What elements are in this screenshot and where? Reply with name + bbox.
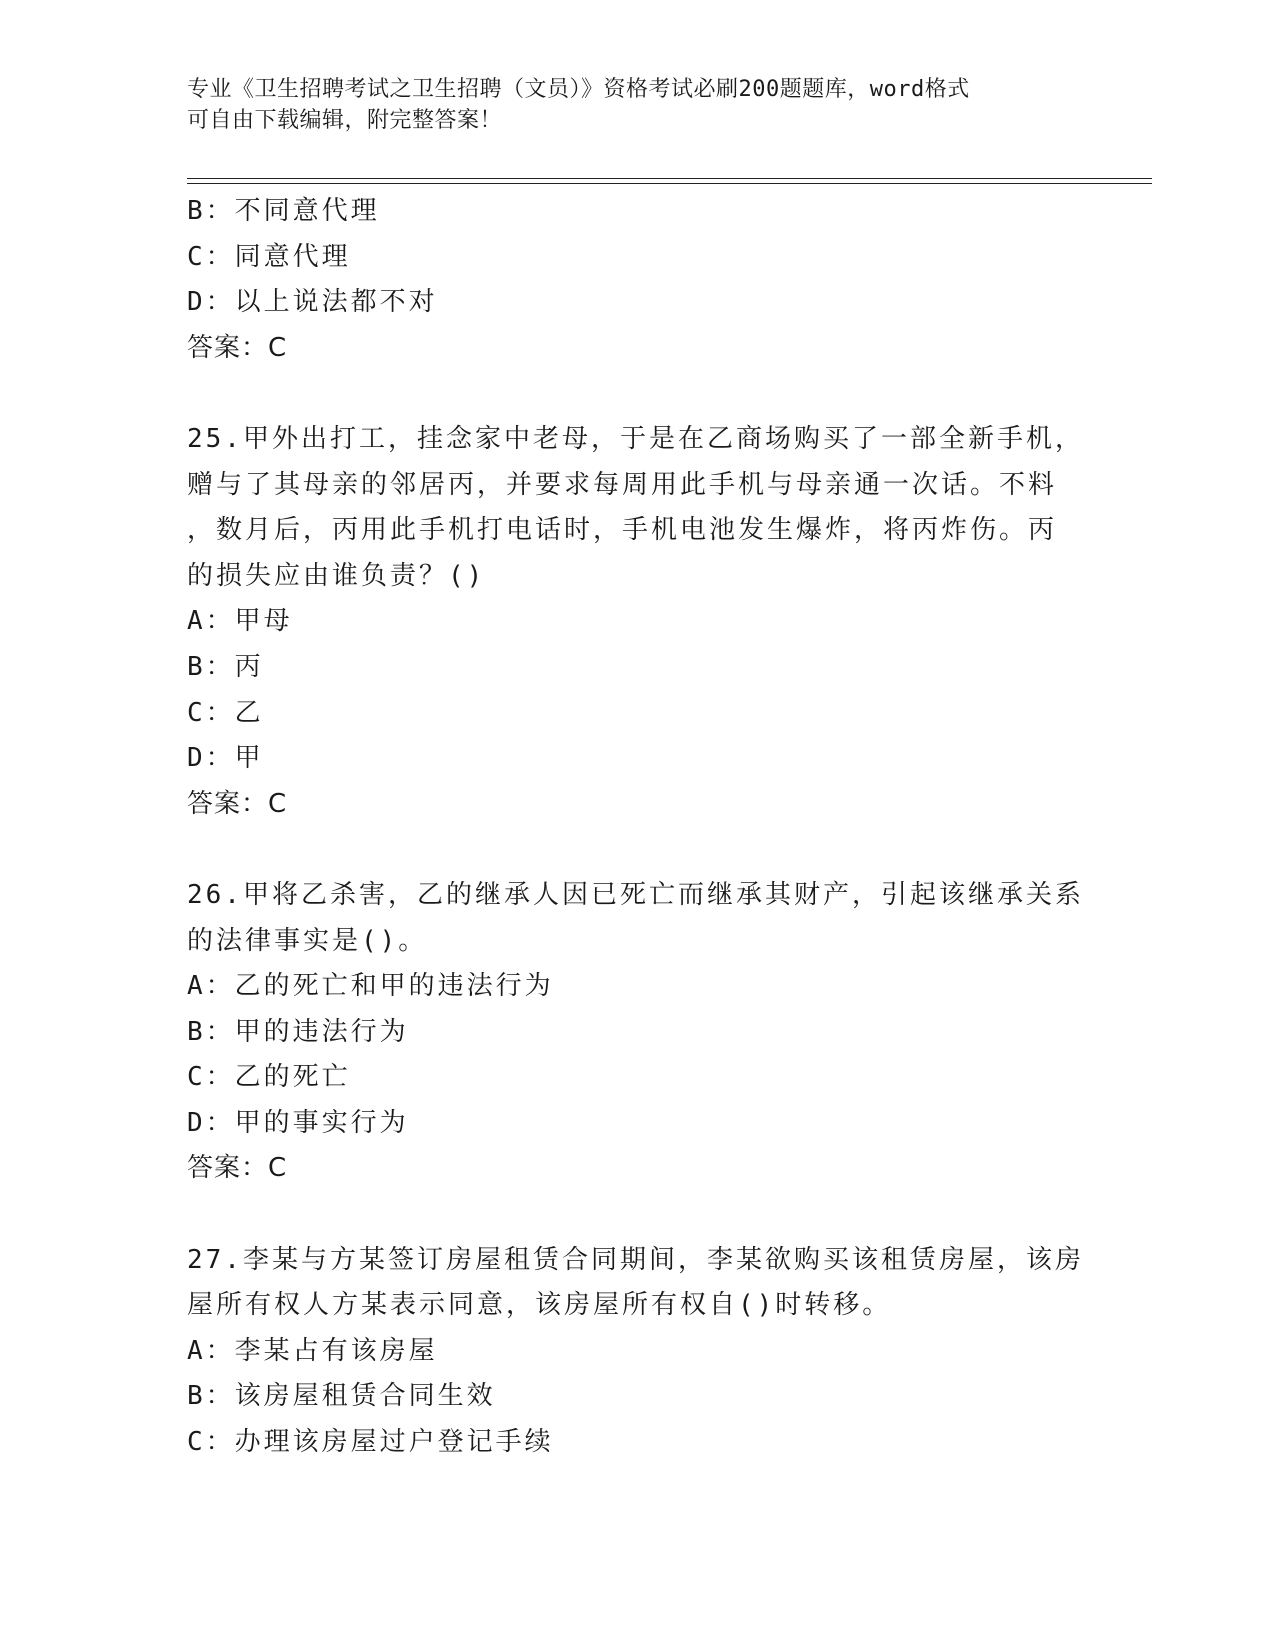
header-divider-top <box>187 178 1152 179</box>
q26-stem-line-2: 的法律事实是()。 <box>187 925 428 956</box>
q25-stem-line-2: 赠与了其母亲的邻居丙，并要求每周用此手机与母亲通一次话。不料 <box>187 469 1058 500</box>
question-gap <box>187 827 1087 873</box>
q25-option-c: C：乙 <box>187 697 264 728</box>
q24-answer: 答案：C <box>187 332 288 363</box>
question-25 <box>187 417 1087 827</box>
q26-option-a: A：乙的死亡和甲的违法行为 <box>187 971 554 1002</box>
q26-stem-line-1: 26.甲将乙杀害，乙的继承人因已死亡而继承其财产，引起该继承关系 <box>187 879 1084 910</box>
document-header <box>187 74 1087 136</box>
q25-stem-line-3: ，数月后，丙用此手机打电话时，手机电池发生爆炸，将丙炸伤。丙 <box>187 515 1058 546</box>
q27-option-c: C：办理该房屋过户登记手续 <box>187 1427 554 1458</box>
q27-stem-line-2: 屋所有权人方某表示同意，该房屋所有权自()时转移。 <box>187 1290 892 1321</box>
q27-stem-line-1: 27.李某与方某签订房屋租赁合同期间，李某欲购买该租赁房屋，该房 <box>187 1244 1084 1275</box>
q26-option-d: D：甲的事实行为 <box>187 1107 409 1138</box>
question-gap <box>187 371 1087 417</box>
q27-option-a: A：李某占有该房屋 <box>187 1335 438 1366</box>
q25-stem-line-1: 25.甲外出打工，挂念家中老母，于是在乙商场购买了一部全新手机， <box>187 423 1084 454</box>
q27-option-b: B：该房屋租赁合同生效 <box>187 1381 496 1412</box>
question-26 <box>187 873 1087 1192</box>
header-line-2: 可自由下载编辑，附完整答案！ <box>187 108 503 133</box>
q24-option-b: B：不同意代理 <box>187 196 380 226</box>
question-27 <box>187 1238 1087 1466</box>
document-body <box>187 189 1087 1466</box>
q25-stem-line-4: 的损失应由谁负责？() <box>187 560 486 591</box>
q25-answer: 答案：C <box>187 788 288 819</box>
question-24-remainder <box>187 189 1087 371</box>
q26-option-b: B：甲的违法行为 <box>187 1016 409 1047</box>
q24-option-c: C：同意代理 <box>187 241 351 272</box>
question-gap <box>187 1192 1087 1238</box>
q26-answer: 答案：C <box>187 1153 288 1184</box>
q25-option-b: B：丙 <box>187 651 264 682</box>
header-divider-bottom <box>187 183 1152 184</box>
q24-option-d: D：以上说法都不对 <box>187 287 438 318</box>
q26-option-c: C：乙的死亡 <box>187 1062 351 1093</box>
q25-option-a: A：甲母 <box>187 606 293 637</box>
header-line-1: 专业《卫生招聘考试之卫生招聘（文员）》资格考试必刷200题题库，word格式 <box>187 77 970 102</box>
q25-option-d: D：甲 <box>187 743 264 774</box>
